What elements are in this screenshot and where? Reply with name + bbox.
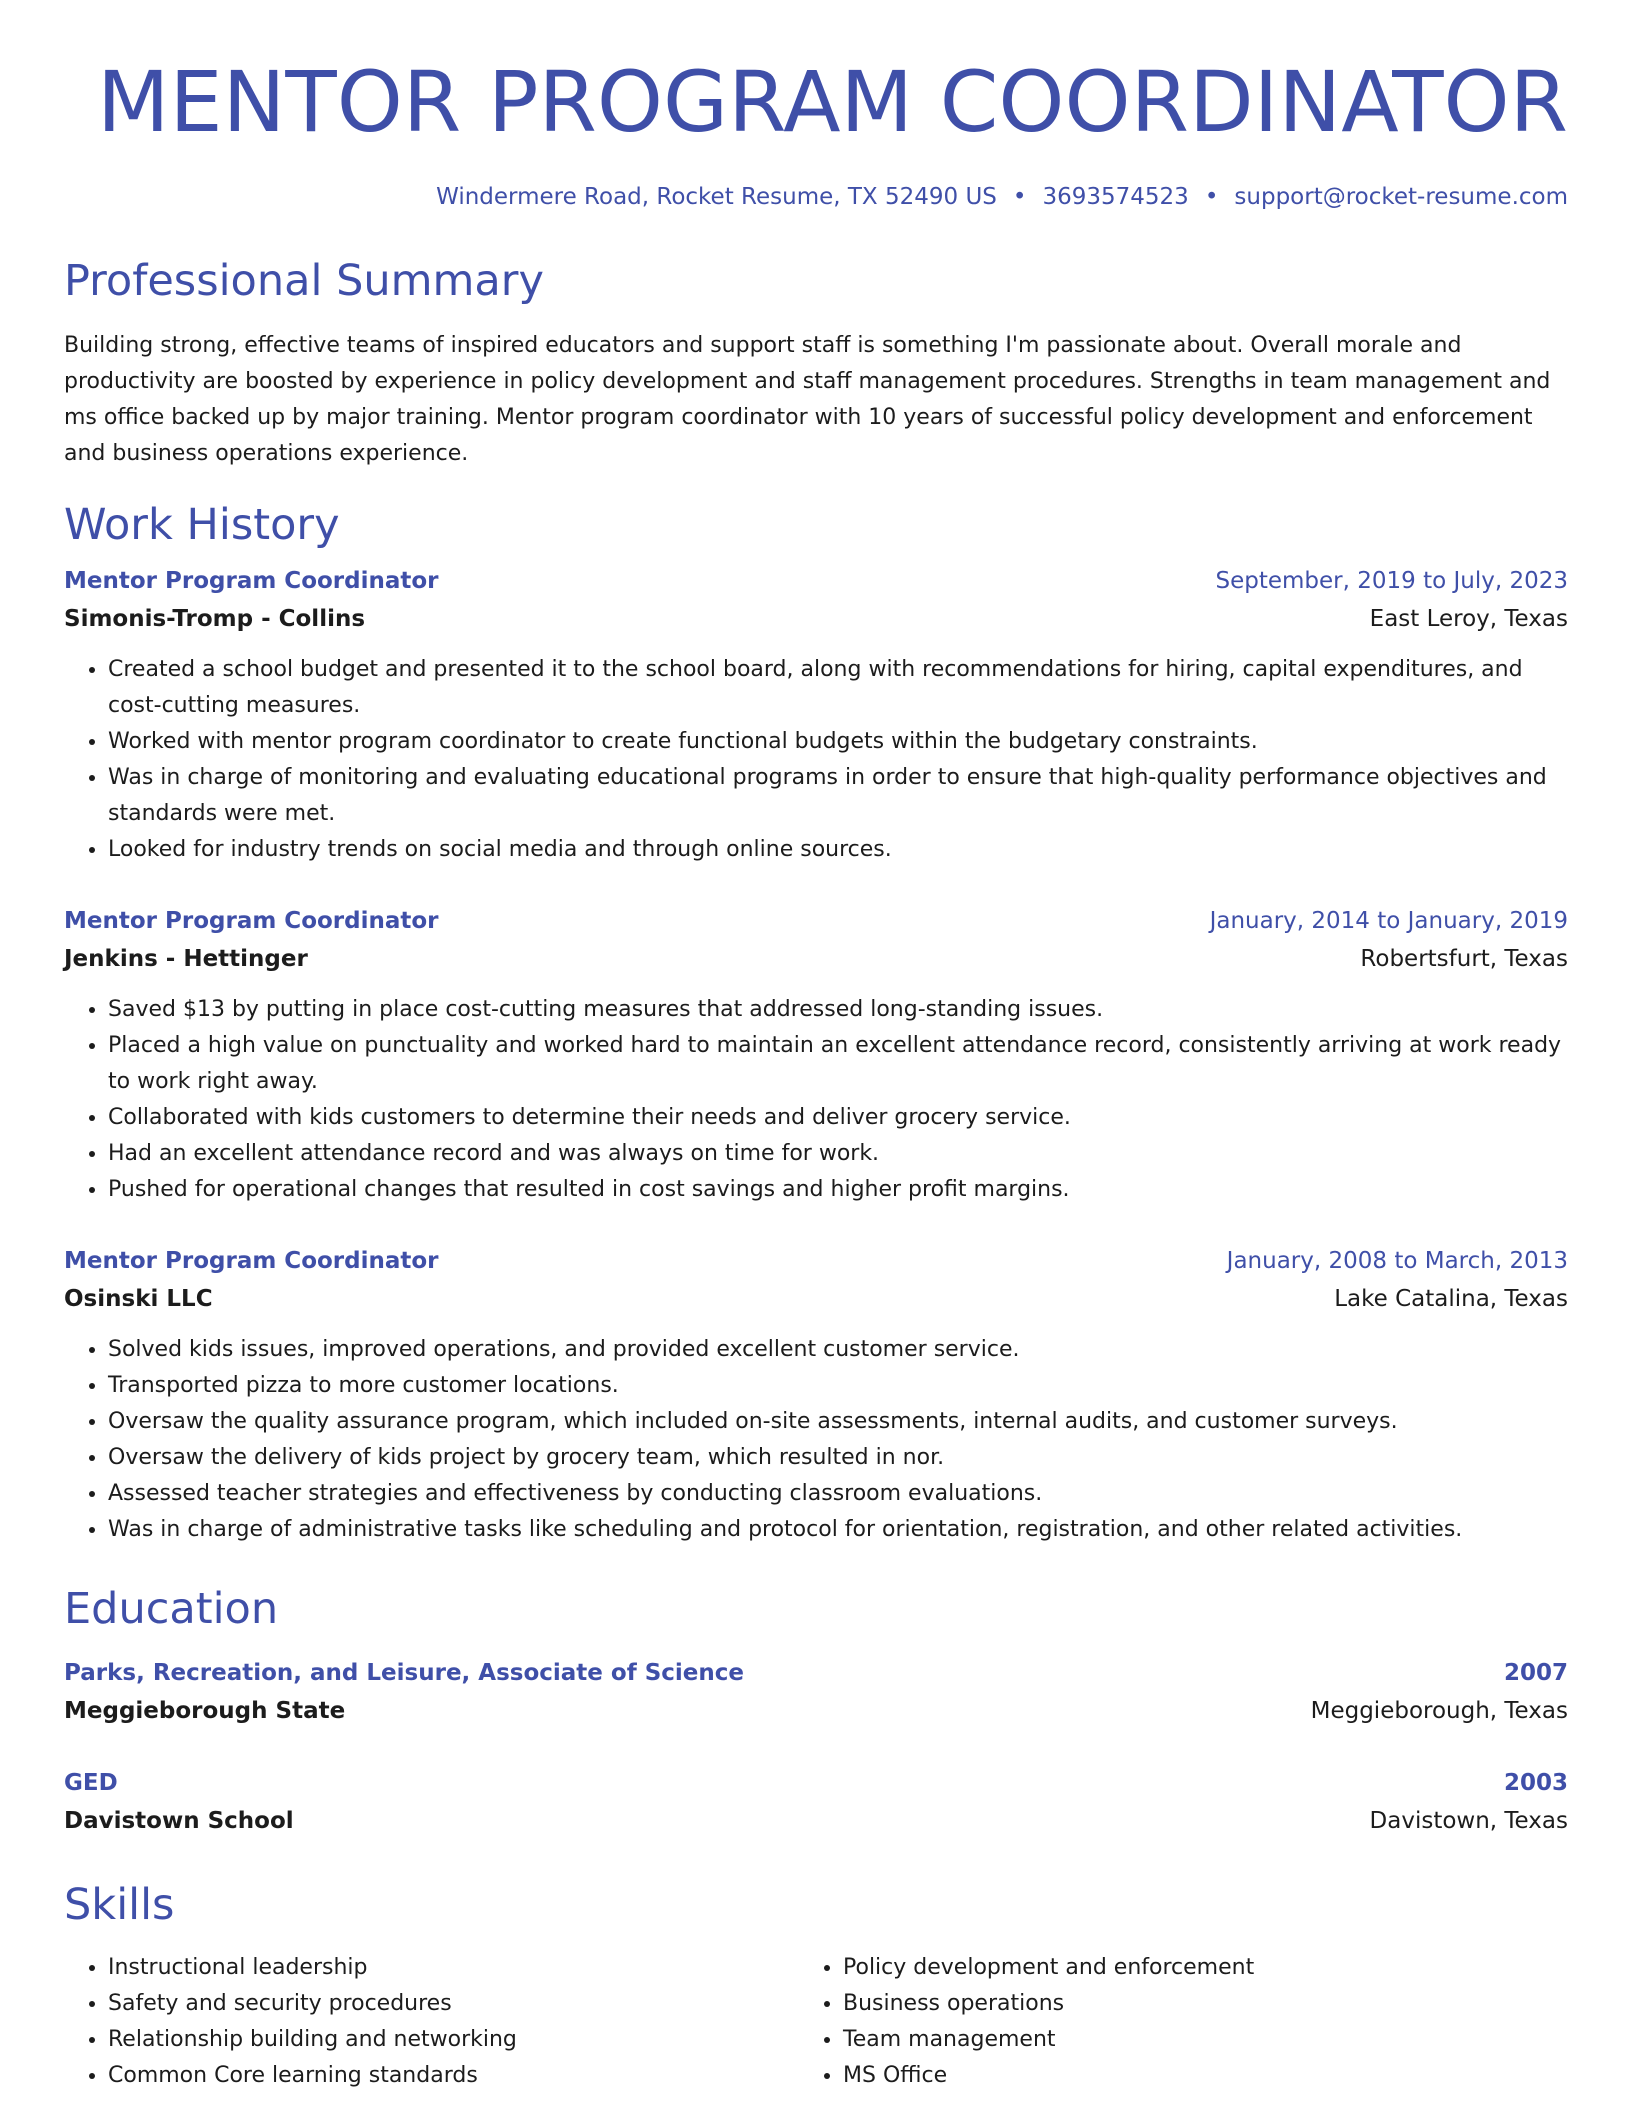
job-dates: September, 2019 to July, 2023 <box>1215 568 1568 594</box>
education-year: 2003 <box>1503 1770 1568 1796</box>
education-school: Meggieborough State <box>64 1698 346 1724</box>
job-bullet: • Worked with mentor program coordinator to create functional budgets within the budgetary constraints. <box>108 724 1568 760</box>
job-bullet: • Assessed teacher strategies and effectiveness by conducting classroom evaluations. <box>108 1476 1568 1512</box>
job-dates: January, 2008 to March, 2013 <box>1226 1248 1568 1274</box>
job-bullet: • Created a school budget and presented it to the school board, along with recommendations for hiring, capital expenditures, and cost-cutting measures. <box>108 652 1568 724</box>
job-location: Lake Catalina, Texas <box>1334 1286 1568 1312</box>
contact-line <box>64 182 1568 212</box>
job-bullet: • Oversaw the delivery of kids project by grocery team, which resulted in nor. <box>108 1440 1568 1476</box>
skill-item: • Common Core learning standards <box>108 2058 799 2094</box>
job-bullet: • Was in charge of administrative tasks like scheduling and protocol for orientation, registration, and other related activities. <box>108 1512 1568 1548</box>
job-bullet-list <box>64 652 1568 868</box>
job-bullet-list <box>64 992 1568 1208</box>
job-bullet: • Saved $13 by putting in place cost-cutting measures that addressed long-standing issues. <box>108 992 1568 1028</box>
skills-columns <box>64 1950 1568 2094</box>
job-entry <box>64 902 1568 1208</box>
job-bullet: • Was in charge of monitoring and evaluating educational programs in order to ensure that high-quality performance objectives and standards were met. <box>108 760 1568 832</box>
education-header <box>64 1764 1568 1802</box>
skills-list-right <box>799 1950 1534 2094</box>
job-bullet: • Looked for industry trends on social media and through online sources. <box>108 832 1568 868</box>
job-bullet: • Collaborated with kids customers to determine their needs and deliver grocery service. <box>108 1100 1568 1136</box>
education-degree: GED <box>64 1770 118 1796</box>
job-entry <box>64 1242 1568 1548</box>
job-bullet: • Pushed for operational changes that resulted in cost savings and higher profit margins. <box>108 1172 1568 1208</box>
education-subheader <box>64 1802 1568 1840</box>
skill-item: • Policy development and enforcement <box>843 1950 1534 1986</box>
section-title-skills: Skills <box>64 1880 175 1930</box>
section-title-education: Education <box>64 1584 279 1634</box>
job-bullet-list <box>64 1332 1568 1548</box>
contact-separator: • <box>1012 184 1027 210</box>
job-subheader <box>64 600 1568 638</box>
job-role: Mentor Program Coordinator <box>64 568 439 594</box>
education-header <box>64 1654 1568 1692</box>
skill-item: • Team management <box>843 2022 1534 2058</box>
job-role: Mentor Program Coordinator <box>64 1248 439 1274</box>
job-bullet: • Placed a high value on punctuality and worked hard to maintain an excellent attendance record, consistently arriving at work ready to work right away. <box>108 1028 1568 1100</box>
skill-item: • Instructional leadership <box>108 1950 799 1986</box>
education-entry <box>64 1654 1568 1730</box>
job-company: Osinski LLC <box>64 1286 213 1312</box>
summary-text: Building strong, effective teams of inspired educators and support staff is something I'm passionate about. Overall morale and productivity are boosted by experience in policy development and staff management procedures. Strengths in team management and ms office backed up by major training. Mentor program coordinator with 10 years of successful policy development and enforcement and business operations experience. <box>64 333 1551 466</box>
job-role: Mentor Program Coordinator <box>64 908 439 934</box>
job-company: Simonis-Tromp - Collins <box>64 606 366 632</box>
job-location: Robertsfurt, Texas <box>1360 946 1568 972</box>
job-company: Jenkins - Hettinger <box>64 946 308 972</box>
job-entry <box>64 562 1568 868</box>
skill-item: • Business operations <box>843 1986 1534 2022</box>
skills-list-left <box>64 1950 799 2094</box>
contact-email[interactable]: support@rocket-resume.com <box>1234 184 1568 210</box>
skill-item: • Safety and security procedures <box>108 1986 799 2022</box>
skill-item: • MS Office <box>843 2058 1534 2094</box>
education-subheader <box>64 1692 1568 1730</box>
contact-separator: • <box>1204 184 1219 210</box>
section-title-work-history: Work History <box>64 500 340 550</box>
contact-phone: 3693574523 <box>1042 184 1189 210</box>
education-entry <box>64 1764 1568 1840</box>
job-header <box>64 1242 1568 1280</box>
contact-address: Windermere Road, Rocket Resume, TX 52490 US <box>436 184 997 210</box>
job-bullet: • Oversaw the quality assurance program, which included on-site assessments, internal audits, and customer surveys. <box>108 1404 1568 1440</box>
skill-item: • Relationship building and networking <box>108 2022 799 2058</box>
job-bullet: • Solved kids issues, improved operations, and provided excellent customer service. <box>108 1332 1568 1368</box>
job-bullet: • Had an excellent attendance record and was always on time for work. <box>108 1136 1568 1172</box>
job-bullet: • Transported pizza to more customer locations. <box>108 1368 1568 1404</box>
job-subheader <box>64 1280 1568 1318</box>
section-title-summary: Professional Summary <box>64 256 544 306</box>
education-year: 2007 <box>1503 1660 1568 1686</box>
education-degree: Parks, Recreation, and Leisure, Associate of Science <box>64 1660 745 1686</box>
education-location: Meggieborough, Texas <box>1310 1698 1568 1724</box>
job-header <box>64 902 1568 940</box>
job-header <box>64 562 1568 600</box>
job-dates: January, 2014 to January, 2019 <box>1209 908 1568 934</box>
job-location: East Leroy, Texas <box>1369 606 1568 632</box>
job-subheader <box>64 940 1568 978</box>
education-school: Davistown School <box>64 1808 294 1834</box>
education-location: Davistown, Texas <box>1369 1808 1568 1834</box>
resume-name-heading: MENTOR PROGRAM COORDINATOR <box>97 53 1568 151</box>
